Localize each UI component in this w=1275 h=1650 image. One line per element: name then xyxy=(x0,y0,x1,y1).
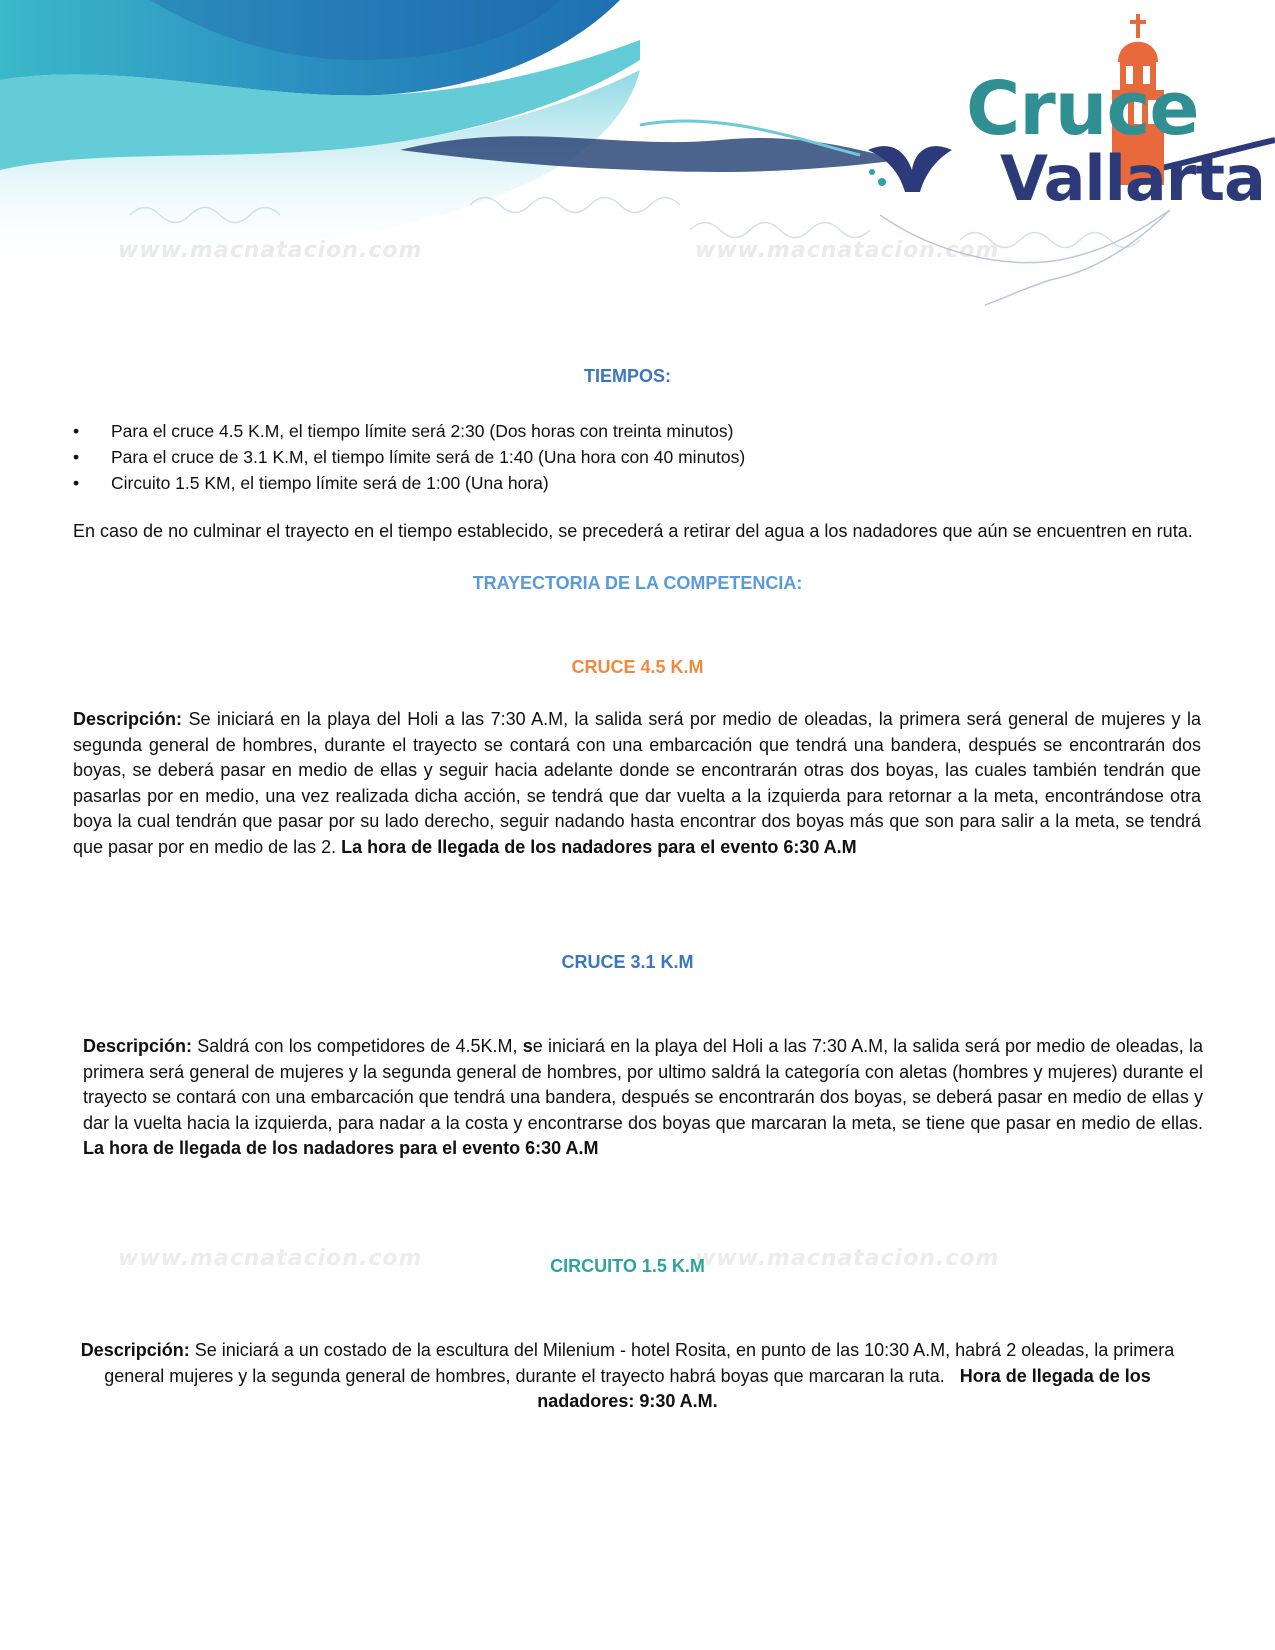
description-label: Descripción: xyxy=(73,709,183,729)
bullet-icon: • xyxy=(73,473,80,493)
cruce31-description: Descripción: Saldrá con los competidores de 4.5K.M, se iniciará en la playa del Holi a las 7:30 A.M, la salida será por medio de oleadas, la primera será general de mujeres y la segunda general de hombres, por ultimo saldrá la categoría con aletas (hombres y mujeres) durante el trayecto se contará con una embarcación que tendrá una bandera, después se encontrarán dos boyas, se deberá pasar en medio de ellas y dar la vuelta hacia la izquierda, para nadar a la costa y encontrarse dos boyas que marcaran la meta, se tiene que pasar en medio de ellas. La hora de llegada de los nadadores para el evento 6:30 A.M xyxy=(83,1036,1204,1158)
list-item: • Circuito 1.5 KM, el tiempo límite será de 1:00 (Una hora) xyxy=(73,470,745,496)
arrival-time: La hora de llegada de los nadadores para el evento 6:30 A.M xyxy=(341,836,857,857)
tiempos-heading: TIEMPOS: xyxy=(583,366,671,386)
arrival-time: La hora de llegada de los nadadores para el evento 6:30 A.M xyxy=(83,1138,599,1158)
arrival-time: Hora de llegada de los nadadores: 9:30 A.M. xyxy=(537,1365,1151,1411)
watermark: www.macnatacion.com xyxy=(118,1246,423,1271)
circuito-description: Descripción: Se iniciará a un costado de la escultura del Milenium - hotel Rosita, en punto de las 10:30 A.M, habrá 2 oleadas, la primera general mujeres y la segunda general de hombres, durante el trayecto habrá boyas que marcaran la ruta. Hora de llegada de los nadadores: 9:30 A.M. xyxy=(80,1340,1180,1411)
whale-tail-icon xyxy=(868,146,952,192)
list-item: • Para el cruce 4.5 K.M, el tiempo límite será 2:30 (Dos horas con treinta minutos) xyxy=(73,418,745,444)
list-item: • Para el cruce de 3.1 K.M, el tiempo límite será de 1:40 (Una hora con 40 minutos) xyxy=(73,444,745,470)
cruce31-heading: CRUCE 3.1 K.M xyxy=(561,952,694,972)
trayectoria-heading: TRAYECTORIA DE LA COMPETENCIA: xyxy=(472,573,803,593)
watermark: www.macnatacion.com xyxy=(695,238,1000,263)
watermark: www.macnatacion.com xyxy=(695,1246,1000,1271)
description-label: Descripción: xyxy=(83,1036,193,1056)
tiempos-list xyxy=(73,418,745,496)
logo-cruce: Cruce xyxy=(966,66,1199,152)
cruce45-heading: CRUCE 4.5 K.M xyxy=(571,657,704,677)
circuito-heading: CIRCUITO 1.5 K.M xyxy=(550,1256,705,1276)
cruce45-description: Descripción: Se iniciará en la playa del Holi a las 7:30 A.M, la salida será por medio de oleadas, la primera será general de mujeres y la segunda general de hombres, durante el trayecto se contará con una embarcación que tendrá una bandera, después se encontrarán dos boyas, se deberá pasar en medio de ellas y seguir hacia adelante donde se encontrarán otras dos boyas, las cuales también tendrán que pasarlas por en medio, una vez realizada dicha acción, se tendrá que dar vuelta a la izquierda para retornar a la meta, encontrándose otra boya la cual tendrán que pasar por su lado derecho, seguir nadando hasta encontrar dos boyas más que son para salir a la meta, se tendrá que pasar por en medio de las 2. La hora de llegada de los nadadores para el evento 6:30 A.M xyxy=(73,709,1201,857)
header-banner xyxy=(0,0,1275,320)
logo-vallarta: Vallarta xyxy=(1000,142,1265,215)
tiempos-note: En caso de no culminar el trayecto en el tiempo establecido, se precederá a retirar del agua a los nadadores que aún se encuentren en ruta. xyxy=(73,521,1193,541)
bullet-icon: • xyxy=(73,447,80,467)
bullet-icon: • xyxy=(73,421,80,441)
watermark: www.macnatacion.com xyxy=(118,238,423,263)
description-label: Descripción: xyxy=(80,1340,190,1360)
